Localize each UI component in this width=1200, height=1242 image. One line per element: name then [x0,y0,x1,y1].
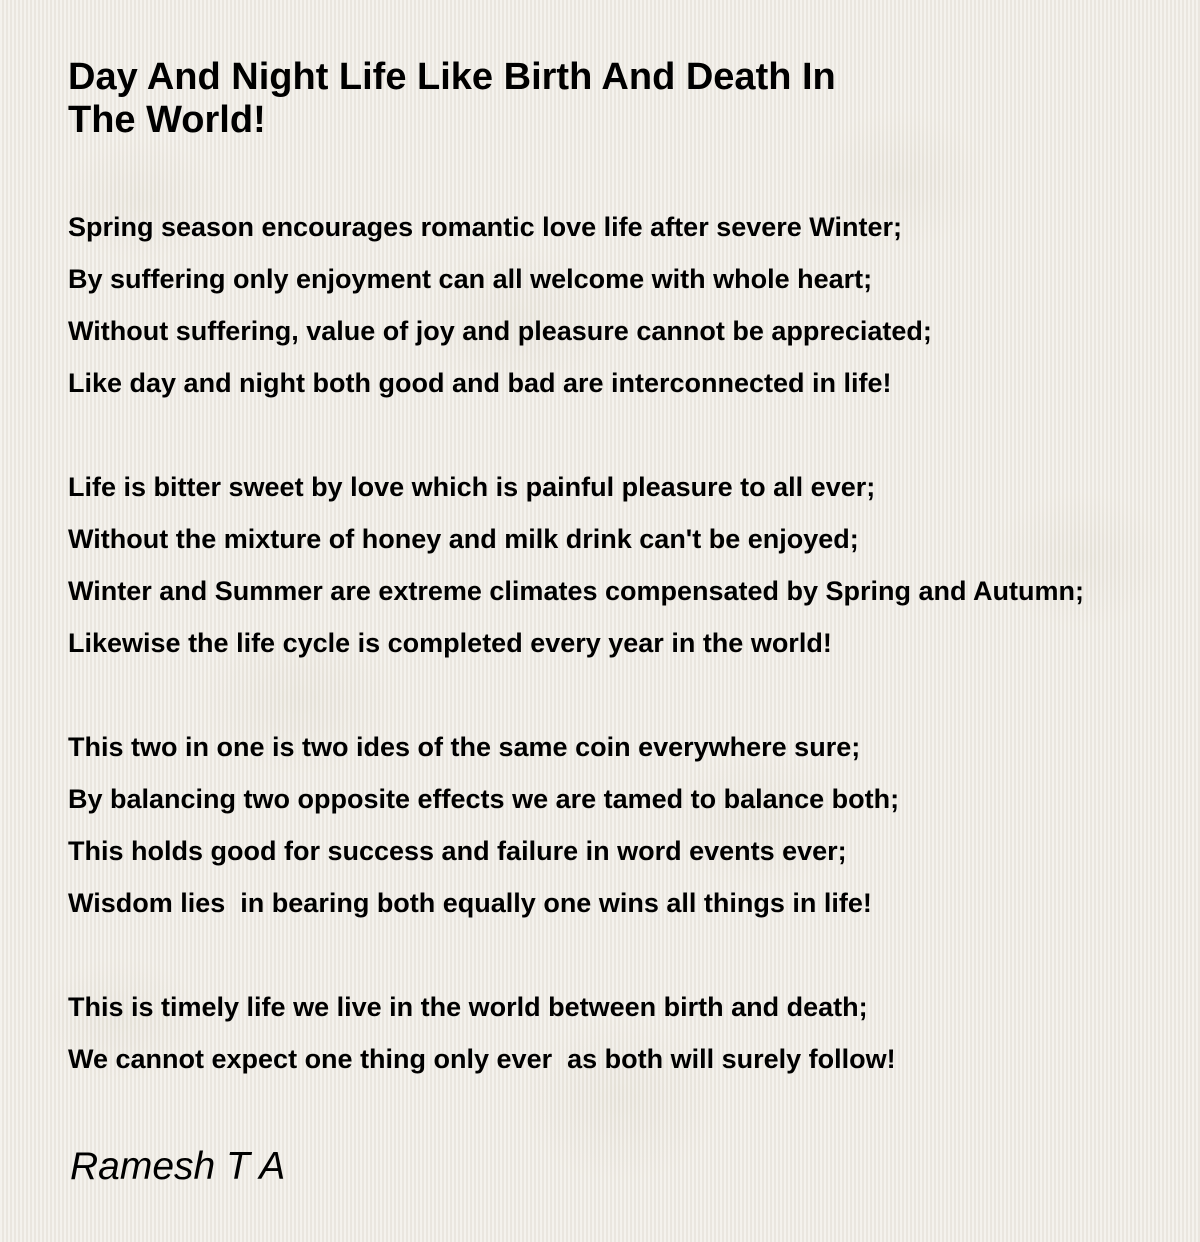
stanza-3 [68,721,1200,929]
poem-line: Without suffering, value of joy and pleasure cannot be appreciated; [68,316,932,346]
poem-line: Without the mixture of honey and milk drink can't be enjoyed; [68,524,859,554]
poem-line: Wisdom lies in bearing both equally one wins all things in life! [68,888,872,918]
poem-line: Winter and Summer are extreme climates compensated by Spring and Autumn; [68,576,1085,606]
stanza-1 [68,201,1200,409]
poem-line: This holds good for success and failure in word events ever; [68,836,847,866]
poem-line: Spring season encourages romantic love life after severe Winter; [68,212,903,242]
poem-line: Likewise the life cycle is completed every year in the world! [68,628,832,658]
poem-line: Life is bitter sweet by love which is painful pleasure to all ever; [68,472,876,502]
poem-author: Ramesh T A [70,1145,286,1188]
poem-title [68,56,968,142]
stanza-2 [68,461,1200,669]
poem-title-line-1: Day And Night Life Like Birth And Death In [68,56,836,98]
poem-line: This is timely life we live in the world between birth and death; [68,992,868,1022]
poem-title-line-2: The World! [68,99,266,141]
poem-body [68,201,1200,1137]
poem-line: By suffering only enjoyment can all welcome with whole heart; [68,264,873,294]
poem-line: This two in one is two ides of the same coin everywhere sure; [68,732,861,762]
poem-line: Like day and night both good and bad are interconnected in life! [68,368,892,398]
stanza-4 [68,981,1200,1085]
poem-line: We cannot expect one thing only ever as both will surely follow! [68,1044,896,1074]
poem-line: By balancing two opposite effects we are tamed to balance both; [68,784,900,814]
